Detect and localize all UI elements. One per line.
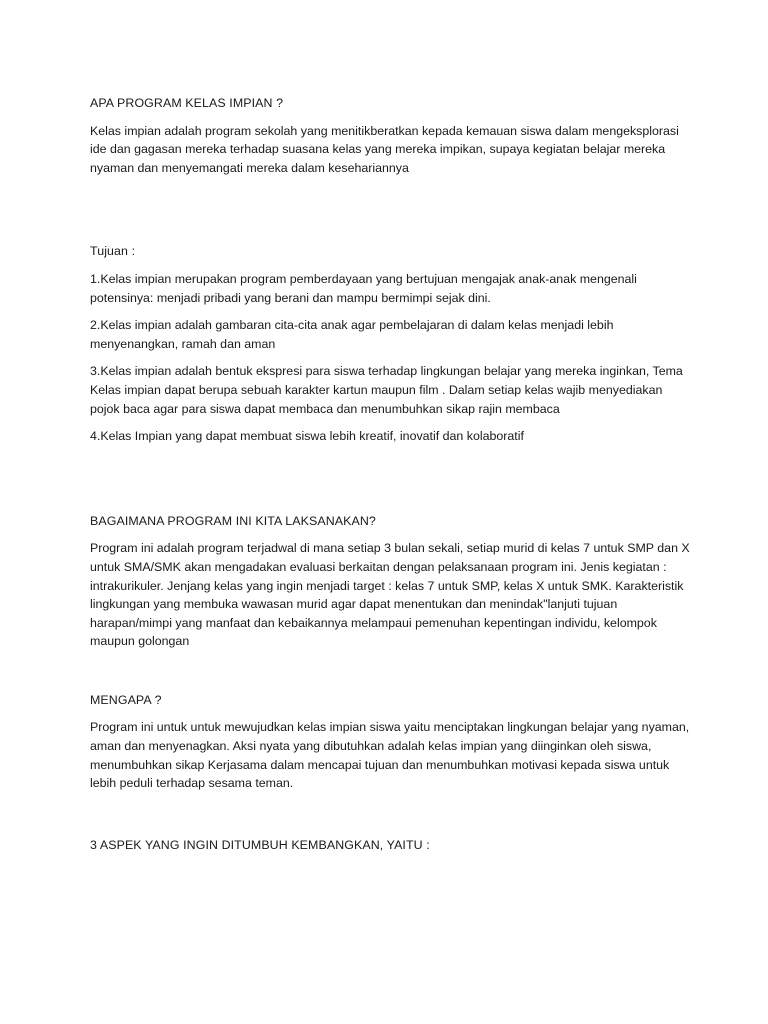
section-heading-apa-program: APA PROGRAM KELAS IMPIAN ? — [90, 96, 284, 110]
section-body-mengapa: Program ini untuk untuk mewujudkan kelas impian siswa yaitu menciptakan lingkungan belajar yang nyaman, aman dan menyenagkan. Aksi nyata yang dibutuhkan adalah kelas impian yang diinginkan oleh siswa, menumbuhkan sikap Kerjasama dalam mencapai tujuan dan menumbuhkan motivasi kepada siswa untuk lebih peduli terhadap sesama teman. — [90, 720, 690, 791]
section-heading-3-aspek: 3 ASPEK YANG INGIN DITUMBUH KEMBANGKAN, YAITU : — [90, 837, 430, 852]
tujuan-item-4: 4.Kelas Impian yang dapat membuat siswa lebih kreatif, inovatif dan kolaboratif — [90, 429, 524, 444]
section-heading-bagaimana: BAGAIMANA PROGRAM INI KITA LAKSANAKAN? — [90, 513, 376, 528]
section-heading-tujuan: Tujuan : — [90, 244, 136, 259]
section-heading-mengapa: MENGAPA ? — [90, 692, 162, 707]
tujuan-item-2: 2.Kelas impian adalah gambaran cita-cita anak agar pembelajaran di dalam kelas menjadi lebih menyenangkan, ramah dan aman — [90, 318, 614, 351]
section-body-apa-program: Kelas impian adalah program sekolah yang menitikberatkan kepada kemauan siswa dalam mengeksplorasi ide dan gagasan mereka terhadap suasana kelas yang mereka impikan, supaya kegiatan belajar mereka nyaman dan menyemangati mereka dalam kesehariannya — [90, 123, 679, 175]
document-page — [90, 94, 690, 854]
tujuan-item-3: 3.Kelas impian adalah bentuk ekspresi para siswa terhadap lingkungan belajar yang mereka inginkan, Tema Kelas impian dapat berupa sebuah karakter kartun maupun film . Dalam setiap kelas wajib menyediakan pojok baca agar para siswa dapat membaca dan menumbuhkan sikap rajin membaca — [90, 364, 683, 416]
tujuan-item-1: 1.Kelas impian merupakan program pemberdayaan yang bertujuan mengajak anak-anak mengenali potensinya: menjadi pribadi yang berani dan mampu bermimpi sejak dini. — [90, 271, 637, 305]
section-body-bagaimana: Program ini adalah program terjadwal di mana setiap 3 bulan sekali, setiap murid di kelas 7 untuk SMP dan X untuk SMA/SMK akan mengadakan evaluasi berkaitan dengan pelaksanaan program ini. Jenis kegiatan : intrakurikuler. Jenjang kelas yang ingin menjadi target : kelas 7 untuk SMP, kelas X untuk SMK. Karakteristik lingkungan yang membuka wawasan murid agar dapat menentukan dan menindak"lanjuti tujuan harapan/mimpi yang manfaat dan kebaikannya melampaui pemenuhan kepentingan individu, kelompok maupun golongan — [90, 541, 690, 649]
